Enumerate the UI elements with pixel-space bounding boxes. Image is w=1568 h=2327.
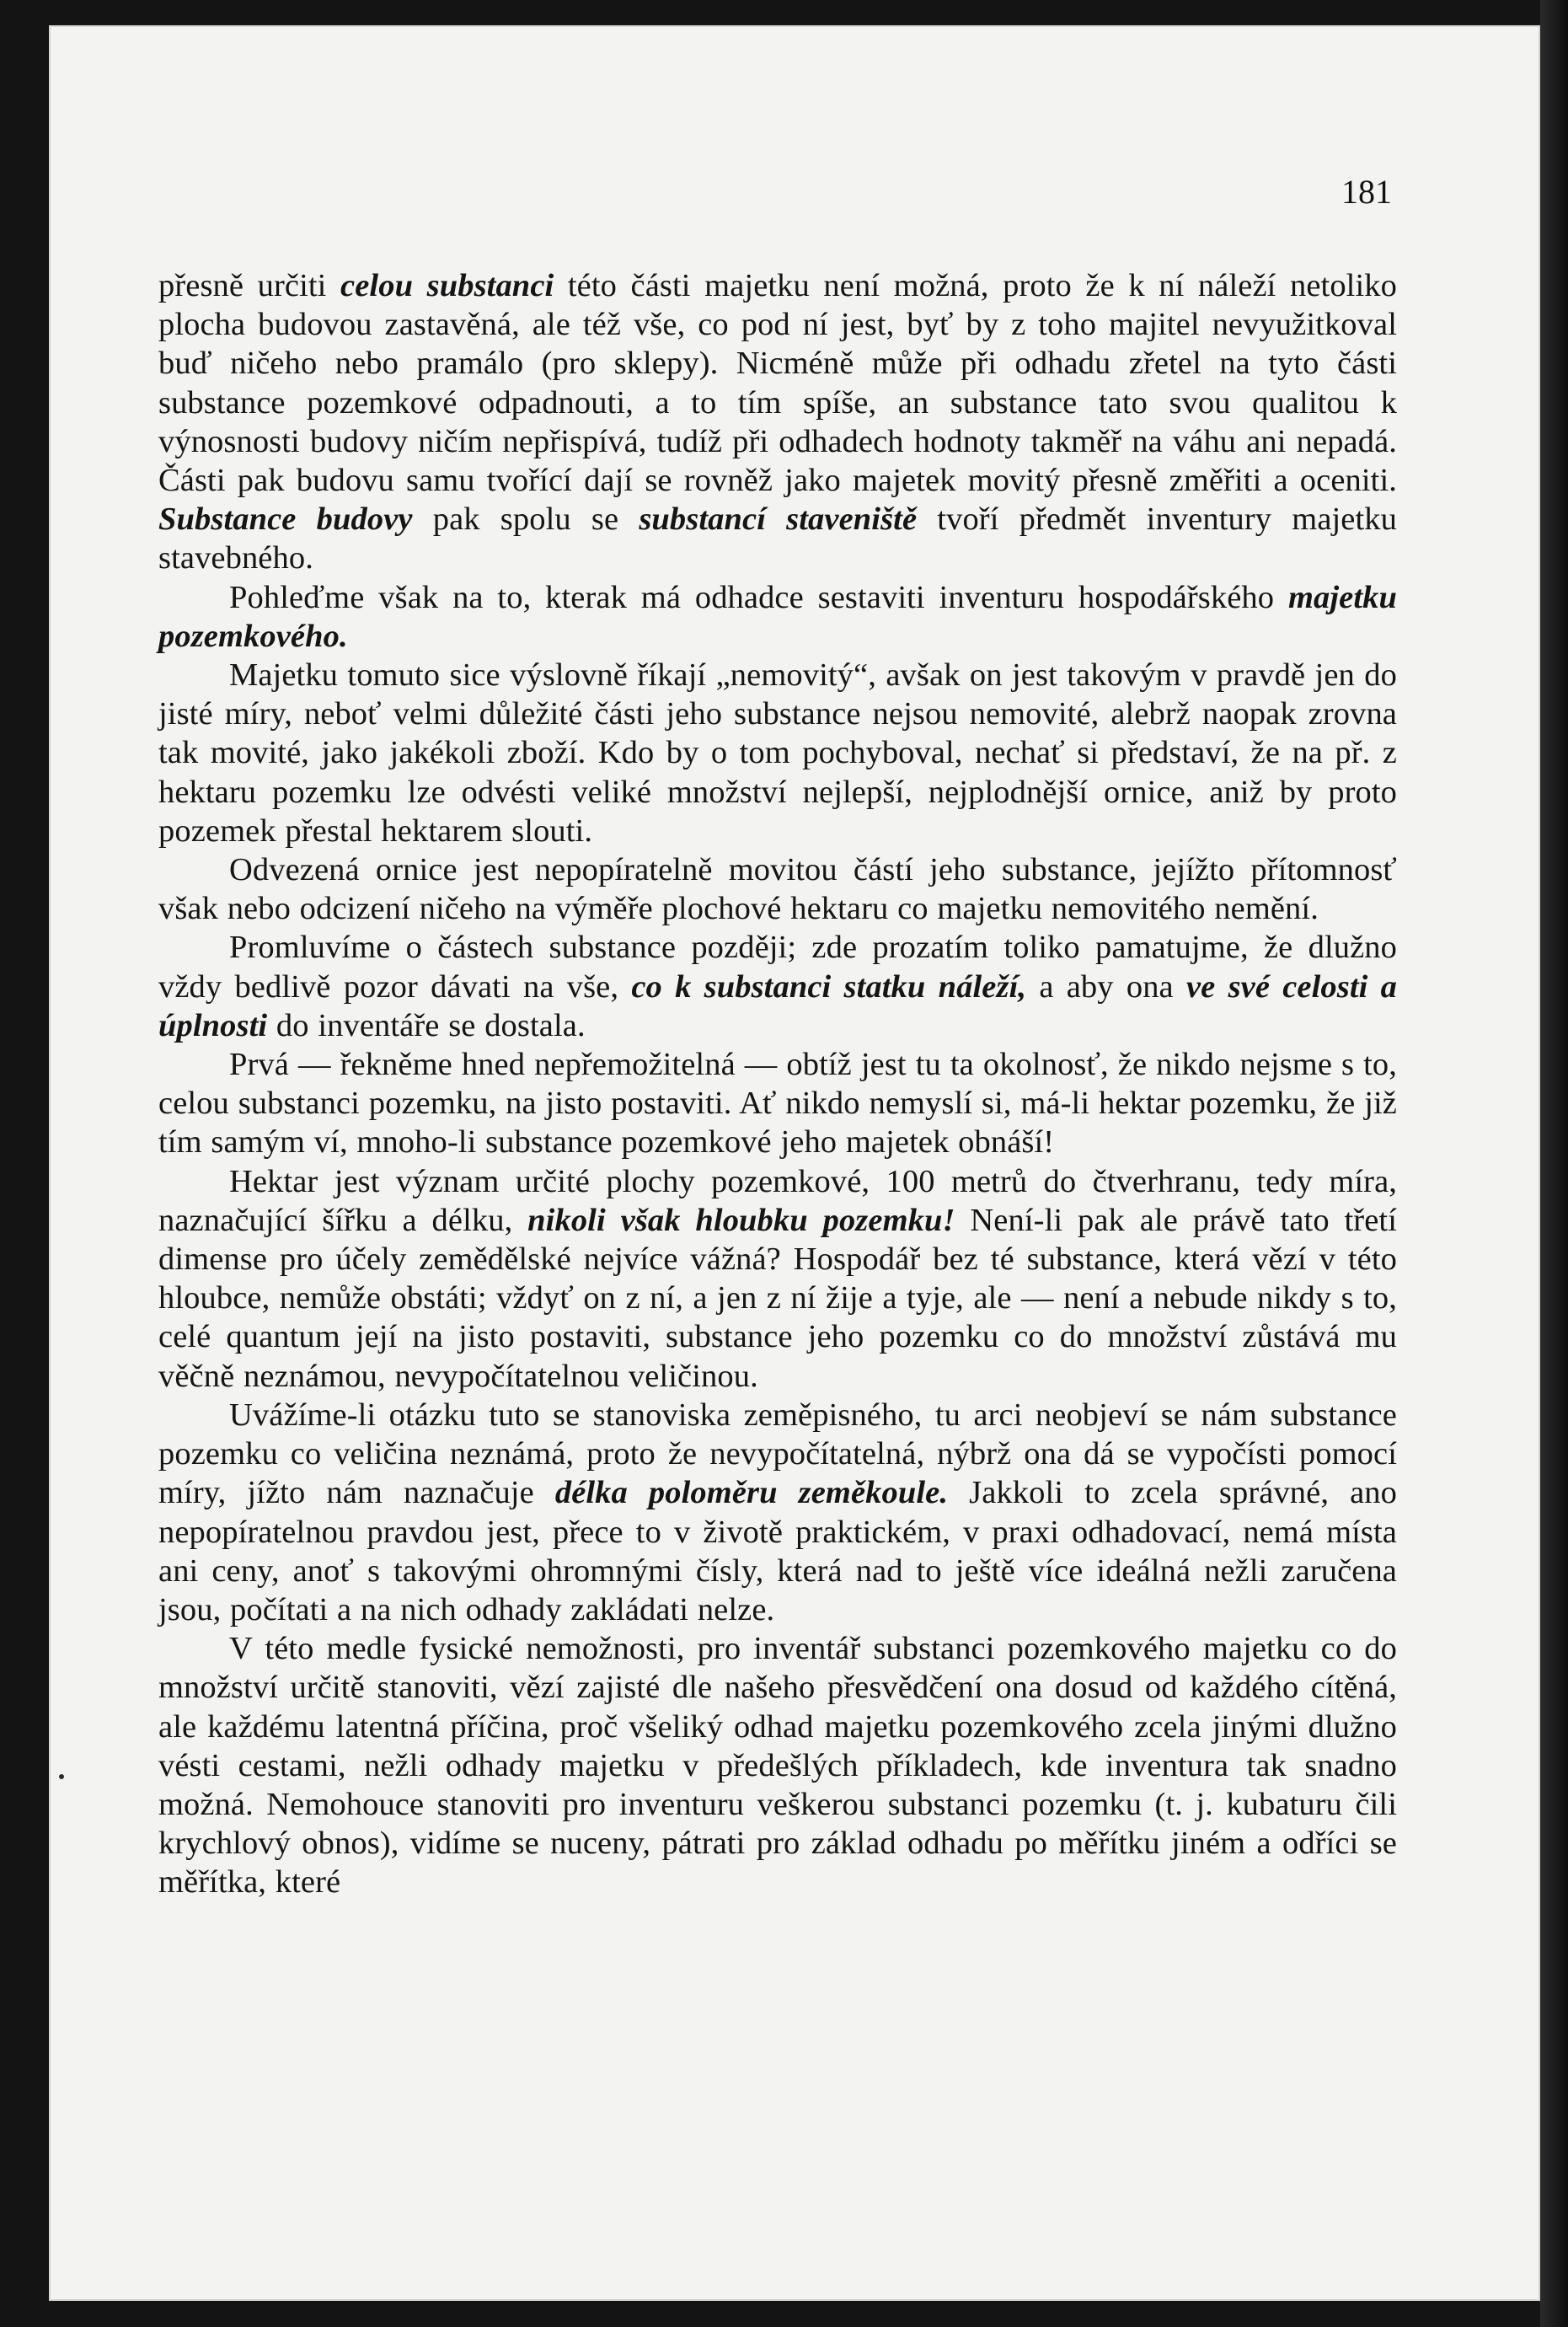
- emphasized-text: ve své celosti a úplnosti: [158, 968, 1398, 1043]
- text-run: Hektar jest význam určité plochy pozemkové, 100 metrů do čtverhranu, tedy míra, naznačující šířku a délku,: [158, 1163, 1397, 1238]
- text-run: Jakkoli to zcela správné, ano nepopíratelnou pravdou jest, přece to v životě praktickém, v praxi odhadovací, nemá místa ani ceny, anoť s takovými ohromnými čísly, která nad to ještě více ideálná nežli zaručena jsou, počítati a na nich odhady zakládati nelze.: [158, 1475, 1397, 1627]
- emphasized-text: majetku pozemkového.: [158, 579, 1397, 654]
- text-run: V této medle fysické nemožnosti, pro inventář substanci pozemkového majetku co do množství určitě stanoviti, vězí zajisté dle našeho přesvědčení ona dosud od každého cítěná, ale každému latentná příčina, proč všeliký odhad majetku pozemkového zcela jinými dlužno vésti cestami, nežli odhady majetku v předešlých příkladech, kde inventura tak snadno možná. Nemohouce stanoviti pro inventuru veškerou substanci pozemku (t. j. kubaturu čili krychlový obnos), vidíme se nuceny, pátrati pro základ odhadu po měřítku jiném a odříci se měřítka, které: [158, 1631, 1397, 1901]
- text-run: a aby ona: [1026, 968, 1186, 1005]
- text-run: Není-li pak ale právě tato třetí dimense pro účely zemědělské nejvíce vážná? Hospodář bez té substance, která vězí v této hloubce, nemůže obstáti; vždyť on z ní, a jen z ní žije a tyje, ale — není a nebude nikdy s to, celé quantum její na jisto postaviti, substance jeho pozemku co do množství zůstává mu věčně neznámou, nevypočítatelnou veličinou.: [158, 1202, 1398, 1394]
- paragraph: [158, 1629, 1397, 1901]
- scan-edge-shadow: [1540, 0, 1568, 2327]
- text-run: Promluvíme o částech substance později; zde prozatím toliko pamatujme, že dlužno vždy bedlivě pozor dávati na vše,: [158, 930, 1397, 1005]
- text-run: tvoří předmět inventury majetku stavebného.: [158, 501, 1397, 576]
- paragraph: [158, 266, 1397, 578]
- margin-mark: [59, 1774, 64, 1779]
- paragraph: [158, 1162, 1397, 1396]
- text-run: Uvážíme-li otázku tuto se stanoviska zeměpisného, tu arci neobjeví se nám substance pozemku co veličina neznámá, proto že nevypočítatelná, nýbrž ona dá se vypočísti pomocí míry, jížto nám naznačuje: [158, 1397, 1397, 1511]
- paragraph: [158, 578, 1397, 656]
- paragraph: [158, 928, 1397, 1045]
- text-run: Pohleďme však na to, kterak má odhadce sestaviti inventuru hospodářského: [229, 579, 1288, 615]
- paragraph: [158, 656, 1397, 850]
- page-number: 181: [1341, 173, 1392, 211]
- emphasized-text: co k substanci statku náleží,: [631, 968, 1027, 1005]
- emphasized-text: délka poloměru zeměkoule.: [554, 1475, 949, 1511]
- book-page: [49, 25, 1540, 2301]
- emphasized-text: Substance budovy: [158, 501, 413, 538]
- emphasized-text: substancí staveniště: [639, 501, 918, 538]
- text-run: přesně určiti: [158, 268, 341, 303]
- text-run: Odvezená ornice jest nepopíratelně movitou částí jeho substance, jejížto přítomnosť však nebo odcizení ničeho na výměře plochové hektaru co majetku nemovitého nemění.: [158, 852, 1397, 927]
- text-run: pak spolu se: [412, 501, 640, 538]
- text-run: Majetku tomuto sice výslovně říkají „nemovitý“, avšak on jest takovým v pravdě jen do jisté míry, neboť velmi důležité části jeho substance nejsou nemovité, alebrž naopak zrovna tak movité, jako jakékoli zboží. Kdo by o tom pochyboval, nechať si představí, že na př. z hektaru pozemku lze odvésti veliké množství nejlepší, nejplodnější ornice, aniž by proto pozemek přestal hektarem slouti.: [158, 657, 1397, 849]
- emphasized-text: nikoli však hloubku pozemku!: [527, 1202, 955, 1238]
- paragraph: [158, 1396, 1397, 1629]
- body-text: [158, 266, 1397, 1902]
- text-run: do inventáře se dostala.: [267, 1007, 586, 1043]
- text-run: této části majetku není možná, proto že k ní náleží netoliko plocha budovou zastavěná, ale též vše, co pod ní jest, byť by z toho majitel nevyužitkoval buď ničeho nebo pramálo (pro sklepy). Nicméně může při odhadu zřetel na tyto části substance pozemkové odpadnouti, a to tím spíše, an substance tato svou qualitou k výnosnosti budovy ničím nepřispívá, tudíž při odhadech hodnoty takměř na váhu ani nepadá. Části pak budovu samu tvořící dají se rovněž jako majetek movitý přesně změřiti a oceniti.: [158, 268, 1397, 499]
- text-run: Prvá — řekněme hned nepřemožitelná — obtíž jest tu ta okolnosť, že nikdo nejsme s to, celou substanci pozemku, na jisto postaviti. Ať nikdo nemyslí si, má-li hektar pozemku, že již tím samým ví, mnoho-li substance pozemkové jeho majetek obnáší!: [158, 1047, 1397, 1161]
- paragraph: [158, 850, 1397, 928]
- paragraph: [158, 1045, 1397, 1162]
- emphasized-text: celou substanci: [340, 268, 554, 303]
